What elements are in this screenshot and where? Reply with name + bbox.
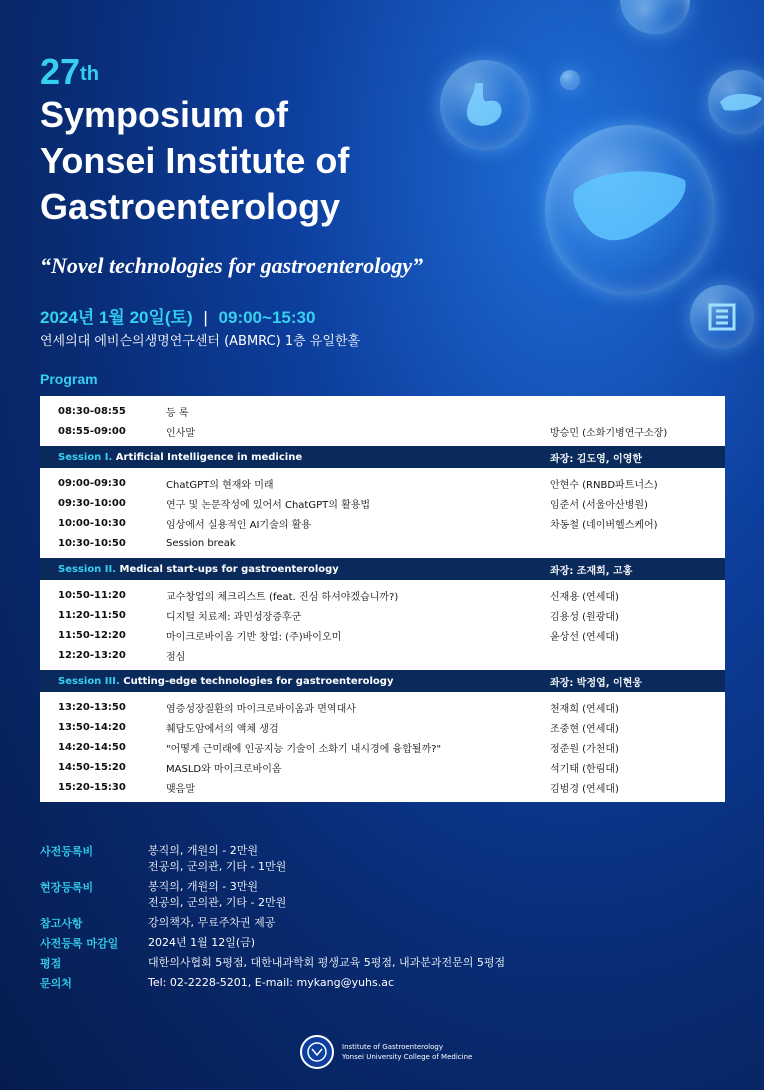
event-time: 09:00~15:30 <box>218 308 316 327</box>
session-header-2 <box>40 558 725 580</box>
session-chair: 좌장: 박정엽, 이현웅 <box>550 677 643 689</box>
session-number: Session III. <box>58 675 120 687</box>
info-key: 평점 <box>40 957 62 970</box>
table-row <box>40 717 725 737</box>
info-row <box>40 879 505 911</box>
table-row <box>40 513 725 533</box>
row-time: 09:00-09:30 <box>58 477 126 489</box>
title-line-2: Yonsei Institute of <box>40 140 350 181</box>
footer-line-2: Yonsei University College of Medicine <box>342 1053 473 1061</box>
row-speaker: 석기태 (한림대) <box>550 763 619 775</box>
info-value: 봉직의, 개원의 - 3만원 <box>148 880 258 893</box>
session-1-block <box>40 468 725 558</box>
row-speaker: 임준서 (서울아산병원) <box>550 499 648 511</box>
table-row <box>40 493 725 513</box>
table-row <box>40 697 725 717</box>
footer-line-1: Institute of Gastroenterology <box>342 1043 443 1051</box>
row-speaker: 김용성 (원광대) <box>550 611 619 623</box>
title-block <box>40 52 460 230</box>
university-seal-icon <box>300 1035 334 1069</box>
row-time: 08:30-08:55 <box>58 405 126 417</box>
row-desc: Session break <box>166 537 236 549</box>
session-title: Medical start-ups for gastroenterology <box>119 563 339 575</box>
info-value: 대한의사협회 5평점, 대한내과학회 평생교육 5평점, 내과분과전문의 5평점 <box>148 956 506 969</box>
title-line-3: Gastroenterology <box>40 186 341 227</box>
row-desc: "어떻게 근미래에 인공지능 기술이 소화기 내시경에 융합될까?" <box>166 743 442 755</box>
info-value[interactable]: Tel: 02-2228-5201, E-mail: mykang@yuhs.ac <box>148 976 395 989</box>
row-time: 13:20-13:50 <box>58 701 126 713</box>
row-time: 13:50-14:20 <box>58 721 126 733</box>
row-speaker: 차동철 (네이버헬스케어) <box>550 519 658 531</box>
table-row <box>40 625 725 645</box>
info-row <box>40 915 505 931</box>
date-separator: | <box>203 308 208 327</box>
info-row <box>40 843 505 875</box>
row-time: 10:00-10:30 <box>58 517 126 529</box>
row-time: 10:30-10:50 <box>58 537 126 549</box>
intestine-icon <box>702 297 742 337</box>
bubble-small-left <box>560 70 580 90</box>
info-value: 봉직의, 개원의 - 2만원 <box>148 844 258 857</box>
row-desc: 마이크로바이옴 기반 창업: (주)바이오미 <box>166 631 342 643</box>
row-desc: 염증성장질환의 마이크로바이옴과 면역대사 <box>166 703 356 715</box>
table-row <box>40 605 725 625</box>
session-title: Cutting-edge technologies for gastroenterology <box>123 675 394 687</box>
table-row <box>40 473 725 493</box>
row-desc: 임상에서 실용적인 AI기술의 활용 <box>166 519 311 531</box>
row-desc: 연구 및 논문작성에 있어서 ChatGPT의 활용법 <box>166 499 371 511</box>
table-row <box>40 401 725 421</box>
info-key: 사전등록비 <box>40 845 94 858</box>
row-time: 10:50-11:20 <box>58 589 126 601</box>
info-key: 문의처 <box>40 977 72 990</box>
row-speaker: 정준원 (가천대) <box>550 743 619 755</box>
subtitle: “Novel technologies for gastroenterology” <box>40 253 424 278</box>
row-desc: 점심 <box>166 651 186 663</box>
row-speaker: 안현수 (RNBD파트너스) <box>550 479 658 491</box>
row-time: 14:20-14:50 <box>58 741 126 753</box>
row-time: 08:55-09:00 <box>58 425 126 437</box>
row-speaker: 윤상선 (연세대) <box>550 631 619 643</box>
session-chair: 좌장: 조재희, 고홍 <box>550 565 633 577</box>
title-line-1: Symposium of <box>40 94 289 135</box>
info-key: 참고사항 <box>40 917 83 930</box>
program-table <box>40 396 725 802</box>
info-value: 2024년 1월 12일(금) <box>148 936 256 949</box>
opening-block <box>40 396 725 446</box>
row-speaker: 조중현 (연세대) <box>550 723 619 735</box>
info-value: 강의책자, 무료주차권 제공 <box>148 916 276 929</box>
row-desc: 인사말 <box>166 427 195 439</box>
info-value: 전공의, 군의관, 기타 - 1만원 <box>148 860 287 873</box>
row-desc: 맺음말 <box>166 783 195 795</box>
info-section <box>40 843 505 995</box>
table-row <box>40 645 725 665</box>
row-time: 14:50-15:20 <box>58 761 126 773</box>
row-desc: 디지털 치료제: 과민성장증후군 <box>166 611 302 623</box>
row-speaker: 김범경 (연세대) <box>550 783 619 795</box>
row-time: 11:50-12:20 <box>58 629 126 641</box>
row-desc: ChatGPT의 현재와 미래 <box>166 479 274 491</box>
row-desc: 교수창업의 체크리스트 (feat. 진심 하셔야겠습니까?) <box>166 591 399 603</box>
row-desc: 췌담도암에서의 액체 생검 <box>166 723 279 735</box>
session-3-block <box>40 692 725 802</box>
session-title: Artificial Intelligence in medicine <box>115 451 303 463</box>
info-key: 현장등록비 <box>40 881 94 894</box>
date-line <box>40 303 315 328</box>
bubble-small-top <box>620 0 690 34</box>
table-row <box>40 737 725 757</box>
row-speaker: 방승민 (소화기병연구소장) <box>550 427 668 439</box>
pancreas-icon <box>718 88 764 116</box>
event-date: 2024년 1월 20일(토) <box>40 308 193 327</box>
row-desc: MASLD와 마이크로바이옴 <box>166 763 282 775</box>
program-label: Program <box>40 371 98 387</box>
footer <box>300 1035 472 1069</box>
info-row <box>40 935 505 951</box>
stomach-icon <box>455 75 515 135</box>
ordinal: 27th <box>40 51 99 92</box>
row-time: 09:30-10:00 <box>58 497 126 509</box>
session-header-3 <box>40 670 725 692</box>
session-number: Session II. <box>58 563 117 575</box>
liver-icon <box>565 160 695 260</box>
row-time: 15:20-15:30 <box>58 781 126 793</box>
table-row <box>40 585 725 605</box>
table-row <box>40 421 725 441</box>
info-row <box>40 955 505 971</box>
row-desc: 등 록 <box>166 407 189 419</box>
info-row <box>40 975 505 991</box>
venue: 연세의대 에비슨의생명연구센터 (ABMRC) 1층 유일한홀 <box>40 334 361 349</box>
row-speaker: 신재용 (연세대) <box>550 591 619 603</box>
session-chair: 좌장: 김도영, 이영한 <box>550 453 643 465</box>
row-time: 11:20-11:50 <box>58 609 126 621</box>
table-row <box>40 777 725 797</box>
session-number: Session I. <box>58 451 113 463</box>
session-2-block <box>40 580 725 670</box>
table-row <box>40 757 725 777</box>
session-header-1 <box>40 446 725 468</box>
table-row <box>40 533 725 553</box>
info-value: 전공의, 군의관, 기타 - 2만원 <box>148 896 287 909</box>
row-speaker: 천재희 (연세대) <box>550 703 619 715</box>
row-time: 12:20-13:20 <box>58 649 126 661</box>
info-key: 사전등록 마감일 <box>40 937 119 950</box>
